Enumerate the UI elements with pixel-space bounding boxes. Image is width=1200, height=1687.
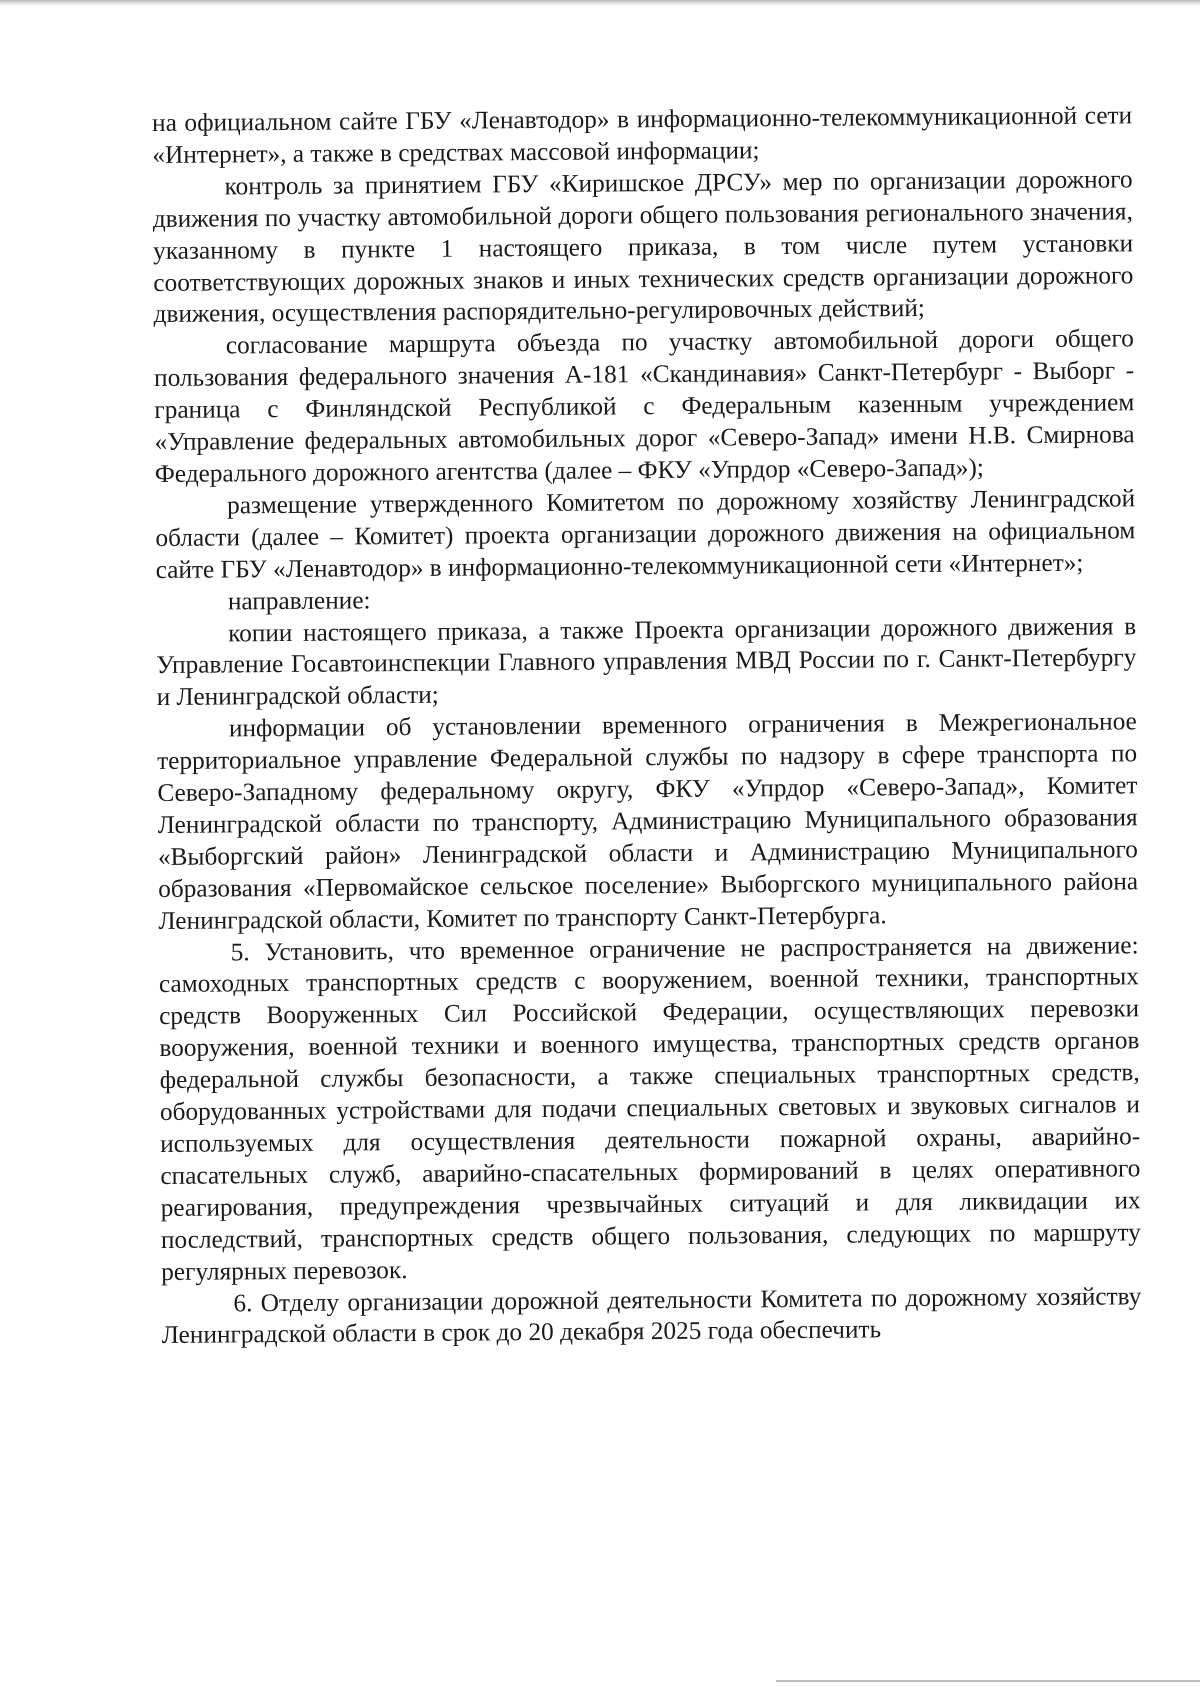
scan-top-edge [0, 0, 1200, 6]
paragraph-order-copies: копии настоящего приказа, а также Проекта организации дорожного движения в Управление Госавтоинспекции Главного управления МВД России по г. Санкт-Петербургу и Ленинградской области; [156, 611, 1137, 712]
paragraph-sending-heading: направление: [227, 585, 371, 616]
scan-bottom-edge-line [776, 1680, 1200, 1682]
paragraph-restriction-information: информации об установлении временного ограничения в Межрегиональное территориальное управление Федеральной службы по надзору в сфере транспорта по Северо-Западному федеральному округу, ФКУ «Упрдор «Северо-Запад», Комитет Ленинградской области по транспорту, Администрацию Муниципального образования «Выборгский район» Ленинградской области и Администрацию Муниципального образования «Первомайское сельское поселение» Выборгского муниципального района Ленинградской области, Комитет по транспорту Санкт-Петербурга. [157, 707, 1139, 935]
paragraph-project-publication: размещение утвержденного Комитетом по дорожному хозяйству Ленинградской области (далее – Комитет) проекта организации дорожного движения на официальном сайте ГБУ «Ленавтодор» в информационно-телекоммуникационной сети «Интернет»; [155, 484, 1136, 584]
paragraph-clause-5: 5. Установить, что временное ограничение не распространяется на движение: самоходных транспортных средств с вооружением, военной техники, транспортных средств Вооруженных Сил Российской Федерации, осуществляющих перевозки вооружения, военной техники и военного имущества, транспортных средств органов федеральной службы безопасности, а также специальных транспортных средств, оборудованных устройствами для подачи специальных световых и звуковых сигналов и используемых для осуществления деятельности пожарной охраны, аварийно-спасательных служб, аварийно-спасательных формирований в целях оперативного реагирования, предупреждения чрезвычайных ситуаций и для ликвидации их последствий, транспортных средств общего пользования, следующих по маршруту регулярных перевозок. [158, 930, 1141, 1286]
paragraph-website-publication: на официальном сайте ГБУ «Ленавтодор» в информационно-телекоммуникационной сети «Интернет», а также в средствах массовой информации; [152, 101, 1133, 169]
paragraph-control-drsu: контроль за принятием ГБУ «Киришское ДРСУ» мер по организации дорожного движения по участку автомобильной дороги общего пользования регионального значения, указанному в пункте 1 настоящего приказа, в том числе путем установки соответствующих дорожных знаков и иных технических средств организации дорожного движения, осуществления распорядительно-регулировочных действий; [152, 165, 1134, 329]
paragraph-clause-6: 6. Отделу организации дорожной деятельности Комитета по дорожному хозяйству Ленинградской области в срок до 20 декабря 2025 года обеспечить [161, 1281, 1142, 1350]
paragraph-detour-approval: согласование маршрута объезда по участку автомобильной дороги общего пользования федерального значения А-181 «Скандинавия» Санкт-Петербург - Выборг - граница с Финляндской Республикой с Федеральным казенным учреждением «Управление федеральных автомобильных дорог «Северо-Запад» имени Н.В. Смирнова Федерального дорожного агентства (далее – ФКУ «Упрдор «Северо-Запад»); [154, 324, 1135, 488]
document-page [152, 100, 1142, 1352]
